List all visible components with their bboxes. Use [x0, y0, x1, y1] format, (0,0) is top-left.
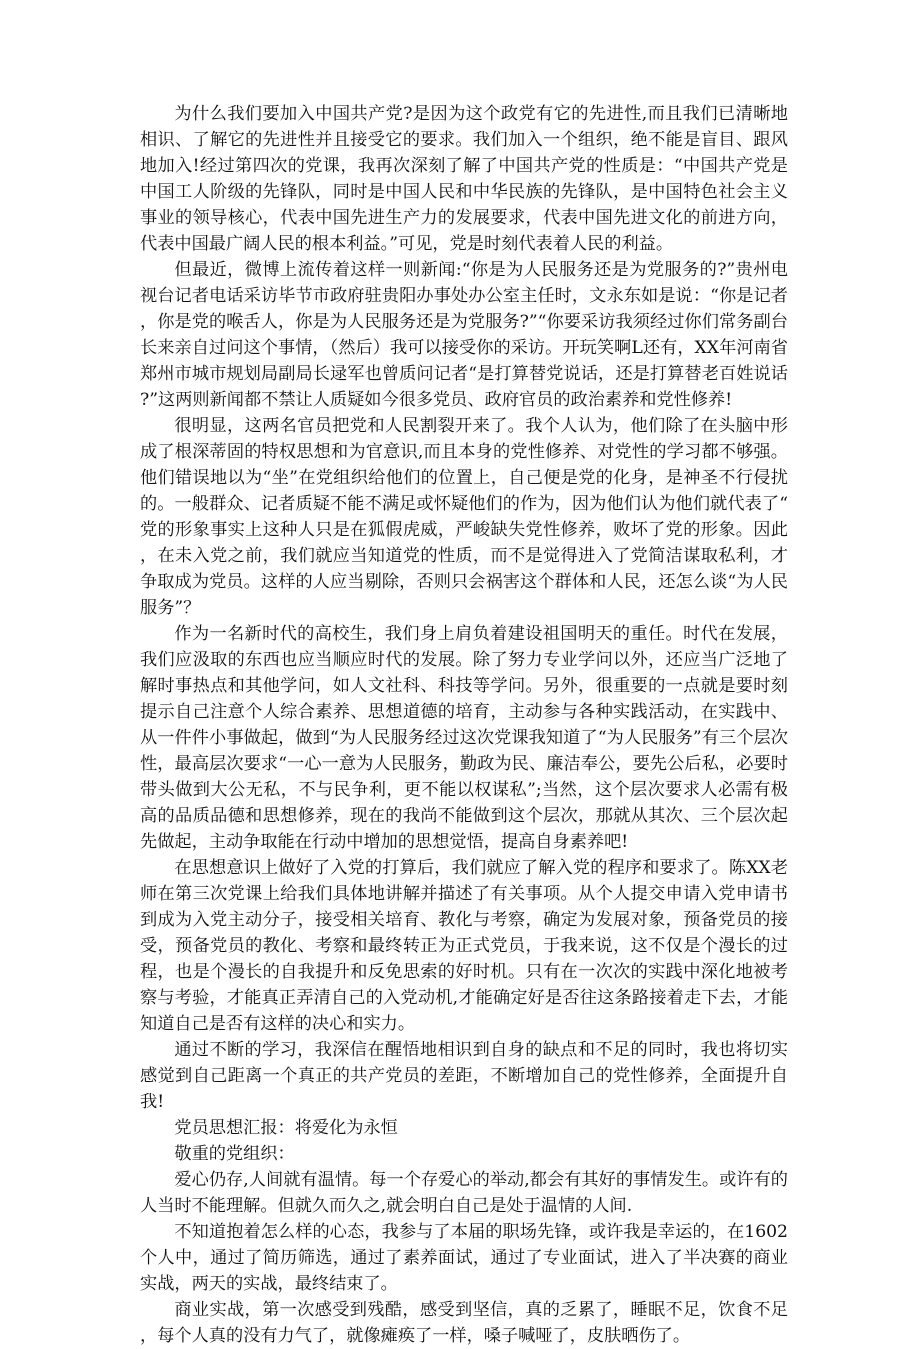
paragraph-why-join-party: 为什么我们要加入中国共产党?是因为这个政党有它的先进性,而且我们已清晰地相识、了解它的先进性并且接受它的要求。我们加入一个组织，绝不能是盲目、跟风地加入!经过第四次的党课，我再次深刻了解了中国共产党的性质是：“中国共产党是中国工人阶级的先锋队，同时是中国人民和中华民族的先锋队，是中国特色社会主义事业的领导核心，代表中国先进生产力的发展要求，代表中国先进文化的前进方向，代表中国最广阔人民的根本利益。”可见，党是时刻代表着人民的利益。 [140, 104, 788, 254]
paragraph-career-pioneer: 不知道抱着怎么样的心态，我参与了本届的职场先锋，或许我是幸运的，在1602个人中，通过了简历筛选，通过了素养面试，通过了专业面试，进入了半决赛的商业实战，两天的实战，最终结束了。 [140, 1222, 788, 1294]
paragraph-business-practice: 商业实战，第一次感受到残酷，感受到坚信，真的乏累了，睡眠不足，饮食不足，每个人真的没有力气了，就像瘫痪了一样，嗓子喊哑了，皮肤晒伤了。 [140, 1300, 788, 1346]
paragraph-officials-analysis: 很明显，这两名官员把党和人民割裂开来了。我个人认为，他们除了在头脑中形成了根深蒂固的特权思想和为官意识,而且本身的党性修养、对党性的学习都不够强。他们错误地以为“坐”在党组织给他们的位置上，自己便是党的化身，是神圣不行侵扰的。一般群众、记者质疑不能不满足或怀疑他们的作为，因为他们认为他们就代表了“党的形象事实上这种人只是在狐假虎威，严峻缺失党性修养，败坏了党的形象。因此，在未入党之前，我们就应当知道党的性质，而不是觉得进入了党简洁谋取私利，才争取成为党员。这样的人应当剔除，否则只会祸害这个群体和人民，还怎么谈“为人民服务”？ [140, 416, 788, 618]
paragraph-weibo-news: 但最近，微博上流传着这样一则新闻:“你是为人民服务还是为党服务的?”贵州电视台记者电话采访毕节市政府驻贵阳办事处办公室主任时，文永东如是说：“你是记者，你是党的喉舌人，你是为人民服务还是为党服务?”“你要采访我须经过你们常务副台长来亲自过问这个事情，（然后）我可以接受你的采访。开玩笑啊L还有，XX年河南省郑州市城市规划局副局长逯军也曾质问记者“是打算替党说话，还是打算替老百姓说话?”这两则新闻都不禁让人质疑如今很多党员、政府官员的政治素养和党性修养! [140, 260, 788, 410]
paragraph-party-procedure: 在思想意识上做好了入党的打算后，我们就应了解入党的程序和要求了。陈XX老师在第三次党课上给我们具体地讲解并描述了有关事项。从个人提交申请入党申请书到成为入党主动分子，接受相关培育、教化与考察，确定为发展对象，预备党员的接受，预备党员的教化、考察和最终转正为正式党员，于我来说，这不仅是个漫长的过程，也是个漫长的自我提升和反免思索的好时机。只有在一次次的实践中深化地被考察与考验，才能真正弄清自己的入党动机,才能确定好是否往这条路接着走下去，才能知道自己是否有这样的决心和实力。 [140, 858, 788, 1034]
salutation: 敬重的党组织： [174, 1144, 295, 1164]
paragraph-student-responsibility: 作为一名新时代的高校生，我们身上肩负着建设祖国明天的重任。时代在发展，我们应汲取的东西也应当顺应时代的发展。除了努力专业学问以外，还应当广泛地了解时事热点和其他学问，如人文社科、科技等学问。另外，很重要的一点就是要时刻提示自己注意个人综合素养、思想道德的培育，主动参与各种实践活动，在实践中、从一件件小事做起，做到“为人民服务经过这次党课我知道了“为人民服务”有三个层次性，最高层次要求“一心一意为人民服务，勤政为民、廉洁奉公，要先公后私，必要时带头做到大公无私，不与民争利，更不能以权谋私”;当然，这个层次要求人必需有极高的品质品德和思想修养，现在的我尚不能做到这个层次，那就从其次、三个层次起先做起，主动争取能在行动中增加的思想觉悟，提高自身素养吧! [140, 624, 788, 852]
paragraph-love-warmth: 爱心仍存,人间就有温情。每一个存爱心的举动,都会有其好的事情发生。或许有的人当时不能理解。但就久而久之,就会明白自己是处于温情的人间. [140, 1170, 788, 1216]
paragraph-conclusion: 通过不断的学习，我深信在醒悟地相识到自身的缺点和不足的同时，我也将切实感觉到自己距离一个真正的共产党员的差距，不断增加自己的党性修养，全面提升自我! [140, 1040, 788, 1112]
report-title: 党员思想汇报：将爱化为永恒 [174, 1118, 398, 1138]
document-body [140, 101, 788, 1349]
